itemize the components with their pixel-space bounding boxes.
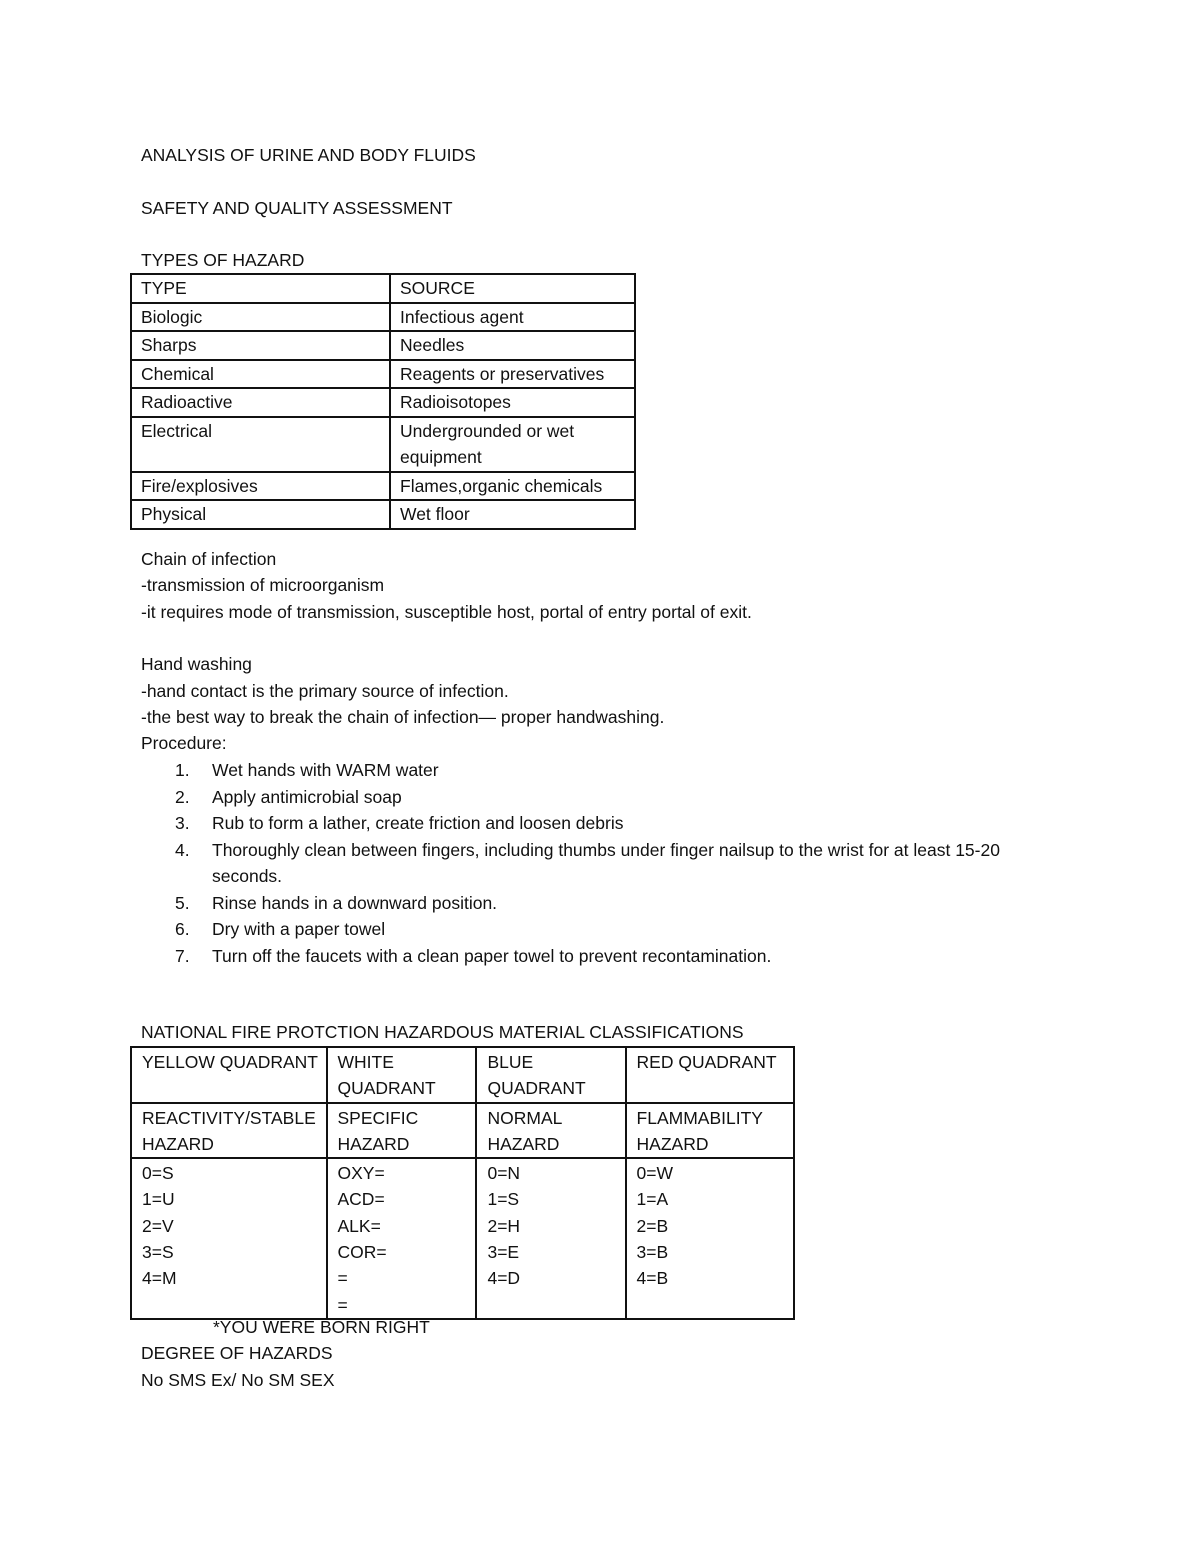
nfpa-heading: NATIONAL FIRE PROTCTION HAZARDOUS MATERIAL CLASSIFICATIONS	[141, 1022, 744, 1042]
table-row	[131, 417, 635, 472]
value-line: 4=D	[487, 1268, 521, 1289]
value-line: 4=B	[636, 1268, 669, 1289]
handwashing-line: -hand contact is the primary source of infection.	[141, 681, 509, 701]
step-number: 4.	[175, 839, 190, 860]
value-line: 2=H	[487, 1215, 521, 1236]
procedure-label: Procedure:	[141, 733, 227, 753]
hazard-types-table	[130, 273, 636, 530]
normal-hazard-cell: NORMAL HAZARD	[476, 1103, 625, 1159]
step-number: 5.	[175, 892, 190, 913]
blue-quadrant-cell: BLUE QUADRANT	[476, 1047, 625, 1103]
value-line: 2=V	[142, 1215, 174, 1236]
hazard-row	[131, 1103, 794, 1159]
hazard-type-cell: Fire/explosives	[131, 472, 390, 501]
step-text: Rub to form a lather, create friction and loosen debris	[212, 813, 624, 833]
value-line: 3=S	[142, 1242, 174, 1263]
step-text: Thoroughly clean between fingers, including thumbs under finger nailsup to the wrist for at least 15-20 seconds.	[212, 839, 1000, 886]
procedure-steps-list	[141, 757, 1081, 969]
header-source: SOURCE	[390, 274, 635, 303]
table-header-row	[131, 274, 635, 303]
step-number: 6.	[175, 919, 190, 939]
value-line: ALK=	[337, 1215, 381, 1236]
value-line: OXY=	[337, 1163, 385, 1184]
white-values-cell	[327, 1158, 477, 1319]
value-line: =	[337, 1294, 348, 1315]
value-line: 1=A	[636, 1189, 669, 1210]
hazard-type-cell: Chemical	[131, 360, 390, 389]
mnemonic-note: *YOU WERE BORN RIGHT	[213, 1317, 430, 1337]
chain-heading: Chain of infection	[141, 549, 277, 569]
list-item	[141, 810, 1081, 837]
values-row	[131, 1158, 794, 1319]
step-number: 3.	[175, 813, 190, 833]
value-line: 2=B	[636, 1215, 669, 1236]
value-line: 0=S	[142, 1163, 174, 1184]
header-type: TYPE	[131, 274, 390, 303]
document-title: ANALYSIS OF URINE AND BODY FLUIDS	[141, 145, 476, 165]
blue-values-cell	[476, 1158, 625, 1319]
specific-hazard-cell: SPECIFIC HAZARD	[327, 1103, 477, 1159]
table-row	[131, 500, 635, 529]
step-text: Apply antimicrobial soap	[212, 786, 402, 807]
step-text: Rinse hands in a downward position.	[212, 892, 498, 913]
value-line: 3=B	[636, 1242, 669, 1263]
table-row	[131, 388, 635, 417]
yellow-values-cell	[131, 1158, 327, 1319]
red-quadrant-cell: RED QUADRANT	[626, 1047, 794, 1103]
step-number: 7.	[175, 945, 190, 966]
hazard-type-cell: Radioactive	[131, 388, 390, 417]
list-item	[141, 757, 1081, 784]
step-text: Dry with a paper towel	[212, 919, 386, 939]
flammability-hazard-cell: FLAMMABILITY HAZARD	[626, 1103, 794, 1159]
handwashing-line: -the best way to break the chain of infection— proper handwashing.	[141, 707, 665, 727]
hazard-type-cell: Sharps	[131, 331, 390, 360]
hazard-source-cell: Needles	[390, 331, 635, 360]
handwashing-heading: Hand washing	[141, 654, 252, 674]
list-item	[141, 943, 1081, 970]
quadrant-row	[131, 1047, 794, 1103]
list-item	[141, 916, 1081, 943]
table-row	[131, 472, 635, 501]
hazard-type-cell: Electrical	[131, 417, 390, 472]
mnemonic-line: No SMS Ex/ No SM SEX	[141, 1370, 335, 1390]
list-item	[141, 837, 1081, 890]
hazard-source-cell: Reagents or preservatives	[390, 360, 635, 389]
hazard-source-cell: Infectious agent	[390, 303, 635, 332]
value-line: 1=U	[142, 1189, 175, 1210]
table-row	[131, 303, 635, 332]
reactivity-hazard-cell: REACTIVITY/STABLE HAZARD	[131, 1103, 327, 1159]
section-subtitle: SAFETY AND QUALITY ASSESSMENT	[141, 198, 453, 218]
value-line: =	[337, 1268, 348, 1289]
value-line: 4=M	[142, 1268, 177, 1289]
hazard-type-cell: Biologic	[131, 303, 390, 332]
list-item	[141, 890, 1081, 917]
value-line: 0=W	[636, 1163, 673, 1184]
hazard-source-cell: Flames,organic chemicals	[390, 472, 635, 501]
step-number: 1.	[175, 760, 190, 780]
step-text: Wet hands with WARM water	[212, 760, 439, 780]
hazard-source-cell: Wet floor	[390, 500, 635, 529]
hazard-heading: TYPES OF HAZARD	[141, 250, 305, 270]
red-values-cell	[626, 1158, 794, 1319]
value-line: COR=	[337, 1242, 387, 1263]
hazard-type-cell: Physical	[131, 500, 390, 529]
step-text: Turn off the faucets with a clean paper towel to prevent recontamination.	[212, 945, 772, 966]
table-row	[131, 331, 635, 360]
value-line: 0=N	[487, 1163, 521, 1184]
white-quadrant-cell: WHITE QUADRANT	[327, 1047, 477, 1103]
table-row	[131, 360, 635, 389]
hazard-source-cell: Undergrounded or wet equipment	[390, 417, 635, 472]
hazard-source-cell: Radioisotopes	[390, 388, 635, 417]
value-line: 1=S	[487, 1189, 520, 1210]
yellow-quadrant-cell: YELLOW QUADRANT	[131, 1047, 327, 1103]
step-number: 2.	[175, 786, 190, 807]
value-line: 3=E	[487, 1242, 520, 1263]
degree-heading: DEGREE OF HAZARDS	[141, 1343, 333, 1363]
list-item	[141, 784, 1081, 811]
chain-line: -it requires mode of transmission, susceptible host, portal of entry portal of exit.	[141, 602, 752, 622]
chain-line: -transmission of microorganism	[141, 575, 385, 595]
nfpa-classification-table	[130, 1046, 795, 1320]
value-line: ACD=	[337, 1189, 385, 1210]
